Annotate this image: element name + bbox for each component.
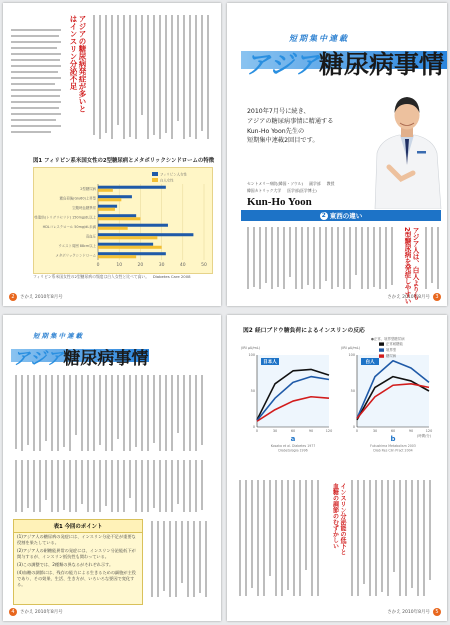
x-tick-label: 30 bbox=[372, 429, 378, 433]
x-tick-label: 20 bbox=[137, 263, 144, 268]
chart-2-title: 図2 経口ブドウ糖負荷によるインスリンの反応 bbox=[243, 328, 365, 334]
bar-white bbox=[98, 189, 113, 192]
panel-caption: Kosaka et al. Diabetes 1977 bbox=[270, 444, 316, 448]
page-number: 2 bbox=[9, 293, 17, 301]
x-tick-label: 60 bbox=[290, 429, 296, 433]
bar-filipino bbox=[98, 205, 117, 208]
text-column bbox=[93, 15, 213, 143]
page-number: 4 bbox=[9, 608, 17, 616]
chart-1-box bbox=[33, 167, 213, 274]
x-tick-label: 120 bbox=[325, 429, 333, 433]
points-table-title: 表1 今回のポイント bbox=[14, 520, 142, 533]
x-tick-label: 30 bbox=[272, 429, 278, 433]
bar-filipino bbox=[98, 243, 153, 246]
series-title: アジア糖尿病事情 bbox=[245, 50, 445, 79]
category-label: ウエスト周囲 88cm以上 bbox=[58, 243, 96, 248]
chart-2-svg bbox=[235, 335, 439, 473]
legend-swatch bbox=[152, 172, 158, 176]
bar-filipino bbox=[98, 186, 166, 189]
category-label: HDLコレステロール 50mg/dL未満 bbox=[42, 224, 96, 229]
x-axis-label: (時間/分) bbox=[417, 434, 431, 438]
page-number: 5 bbox=[433, 608, 441, 616]
red-heading: アジアの糖尿病発症が多いと はインスリン分泌不足 bbox=[69, 15, 87, 113]
y-tick-label: 50 bbox=[350, 389, 355, 394]
text-column bbox=[247, 227, 397, 293]
bar-white bbox=[98, 208, 115, 211]
legend-swatch bbox=[152, 178, 158, 182]
category-label: 2型糖尿病 bbox=[80, 186, 96, 191]
category-label: 中性脂肪(トリグリセリド) 150mg/dL以上 bbox=[34, 215, 96, 220]
category-label: 糖負荷後(Glu60)上昇型 bbox=[59, 196, 96, 201]
panel-title: 白人 bbox=[365, 360, 375, 366]
x-tick-label: 10 bbox=[116, 263, 123, 268]
chart-figure-2 bbox=[235, 323, 439, 473]
y-tick-label: 100 bbox=[348, 353, 355, 358]
series-header bbox=[11, 325, 151, 375]
text-column bbox=[351, 480, 439, 600]
x-tick-label: 0 bbox=[255, 429, 259, 433]
x-tick-label: 40 bbox=[179, 263, 186, 268]
x-tick-label: 0 bbox=[355, 429, 359, 433]
x-tick-label: 60 bbox=[390, 429, 396, 433]
legend-label: 境界型 bbox=[386, 348, 397, 352]
text-column bbox=[11, 29, 63, 139]
x-tick-label: 50 bbox=[201, 263, 207, 268]
bar-white bbox=[98, 236, 157, 239]
x-tick-label: 90 bbox=[308, 429, 314, 433]
page-footer: さかえ 2010年8月号 bbox=[20, 295, 63, 300]
page-footer: さかえ 2010年8月号 bbox=[20, 610, 63, 615]
legend-title: ●正常、境界型糖尿病 bbox=[371, 337, 405, 341]
section-header: 2 東西の違い bbox=[241, 210, 441, 221]
bar-white bbox=[98, 255, 136, 258]
chart-1-title: 図1 フィリピン系米国女性の2型糖尿病とメタボリックシンドロームの特徴 bbox=[33, 158, 215, 164]
text-column bbox=[239, 480, 329, 600]
x-tick-label: 0 bbox=[96, 263, 100, 268]
y-tick-label: 0 bbox=[352, 425, 355, 430]
x-tick-label: 120 bbox=[425, 429, 433, 433]
panel-title: 日本人 bbox=[263, 360, 277, 366]
bar-white bbox=[98, 246, 162, 249]
y-tick-label: 0 bbox=[252, 425, 255, 430]
series-subtitle: 短期集中連載 bbox=[33, 332, 84, 340]
category-label: 空腹時血糖異常 bbox=[72, 205, 96, 210]
chart-figure-1 bbox=[33, 155, 213, 285]
text-column bbox=[151, 521, 211, 601]
page-footer: さかえ 2010年8月号 bbox=[387, 295, 430, 300]
pullquote: インスリン分泌能の低下と 血糖の調節のむずかしい bbox=[331, 483, 346, 555]
text-column bbox=[15, 375, 210, 455]
legend-swatch bbox=[379, 348, 384, 351]
x-tick-label: 30 bbox=[158, 263, 165, 268]
author-photo bbox=[367, 81, 447, 209]
bar-white bbox=[98, 217, 140, 220]
plot-area bbox=[257, 355, 329, 427]
bar-filipino bbox=[98, 252, 166, 255]
page-number: 3 bbox=[433, 293, 441, 301]
page-4 bbox=[227, 315, 447, 621]
text-column bbox=[15, 460, 210, 516]
author-info: セントメリー病院(韓国・ソウル) 副学部 教授 韓国カトリック大学 医学部(医学博士) Kun-Ho Yoon bbox=[247, 181, 377, 208]
text-column bbox=[425, 227, 439, 293]
legend-label: フィリピン人女性 bbox=[160, 172, 187, 177]
pullquote: アジア人は、白人よりも 2型糖尿病を発症しやすい bbox=[403, 227, 419, 305]
bar-filipino bbox=[98, 214, 136, 217]
panel-label: b bbox=[390, 435, 396, 443]
page-3 bbox=[3, 315, 221, 621]
panel-caption: Fukushima Metabolism 2003 bbox=[370, 444, 416, 448]
x-tick-label: 90 bbox=[408, 429, 414, 433]
series-subtitle: 短期集中連載 bbox=[289, 33, 349, 43]
chart-1-footnote: フィリピン系米国女性の2型糖尿病の頻度は白人女性と比べて高い。 Diabetes Care 2008 bbox=[33, 274, 191, 279]
series-header bbox=[241, 25, 445, 85]
category-label: 高血圧 bbox=[85, 234, 96, 239]
panel-label: a bbox=[290, 435, 296, 443]
legend-label: 白人女性 bbox=[160, 178, 174, 183]
y-tick-label: 50 bbox=[250, 389, 255, 394]
panel-caption: Diabetologia 1996 bbox=[278, 448, 308, 453]
bar-white bbox=[98, 227, 128, 230]
y-tick-label: 100 bbox=[248, 353, 255, 358]
category-label: メタボリックシンドローム bbox=[55, 253, 96, 258]
legend-label: 正常耐糖能 bbox=[386, 342, 403, 346]
legend-label: 糖尿病 bbox=[386, 354, 397, 358]
author-name: Kun-Ho Yoon bbox=[247, 196, 312, 208]
plot-area bbox=[357, 355, 429, 427]
bar-filipino bbox=[98, 195, 132, 198]
chart-1-svg bbox=[34, 168, 212, 273]
y-axis-label: (IRI μU/mL) bbox=[341, 346, 361, 350]
page-2 bbox=[227, 3, 447, 306]
bar-filipino bbox=[98, 233, 193, 236]
points-table: 表1 今回のポイント (1)アジア人の糖尿病の発症には、インスリン分泌不足が重要な役割を果たしている。 (2)アジア人の耐糖能異常の発症には、インスリン分泌能低下が関与するが、インスリン抵抗性も関わっている。 (3)この調整では、2種類の異なるがそれぞれ示す。 (4)血糖の調節には、残存の能力による生きるための細胞が主役であり、その効果、生活、生き方が、いろいろな要因で変化する。 bbox=[13, 519, 143, 605]
bar-filipino bbox=[98, 224, 168, 227]
series-title: アジア糖尿病事情 bbox=[13, 349, 149, 369]
bar-white bbox=[98, 198, 121, 201]
panel-caption: Diab Res Clin Pract 2004 bbox=[373, 448, 413, 453]
page-footer: さかえ 2010年8月号 bbox=[387, 610, 430, 615]
legend-swatch bbox=[379, 342, 384, 345]
y-axis-label: (IRI μU/mL) bbox=[241, 346, 261, 350]
page-1 bbox=[3, 3, 221, 306]
legend-swatch bbox=[379, 354, 384, 357]
intro-text: 2010年7月号に続き、 アジアの糖尿病事情に精通する Kun-Ho Yoon先生の 短期集中連載2回目です。 bbox=[247, 108, 334, 145]
